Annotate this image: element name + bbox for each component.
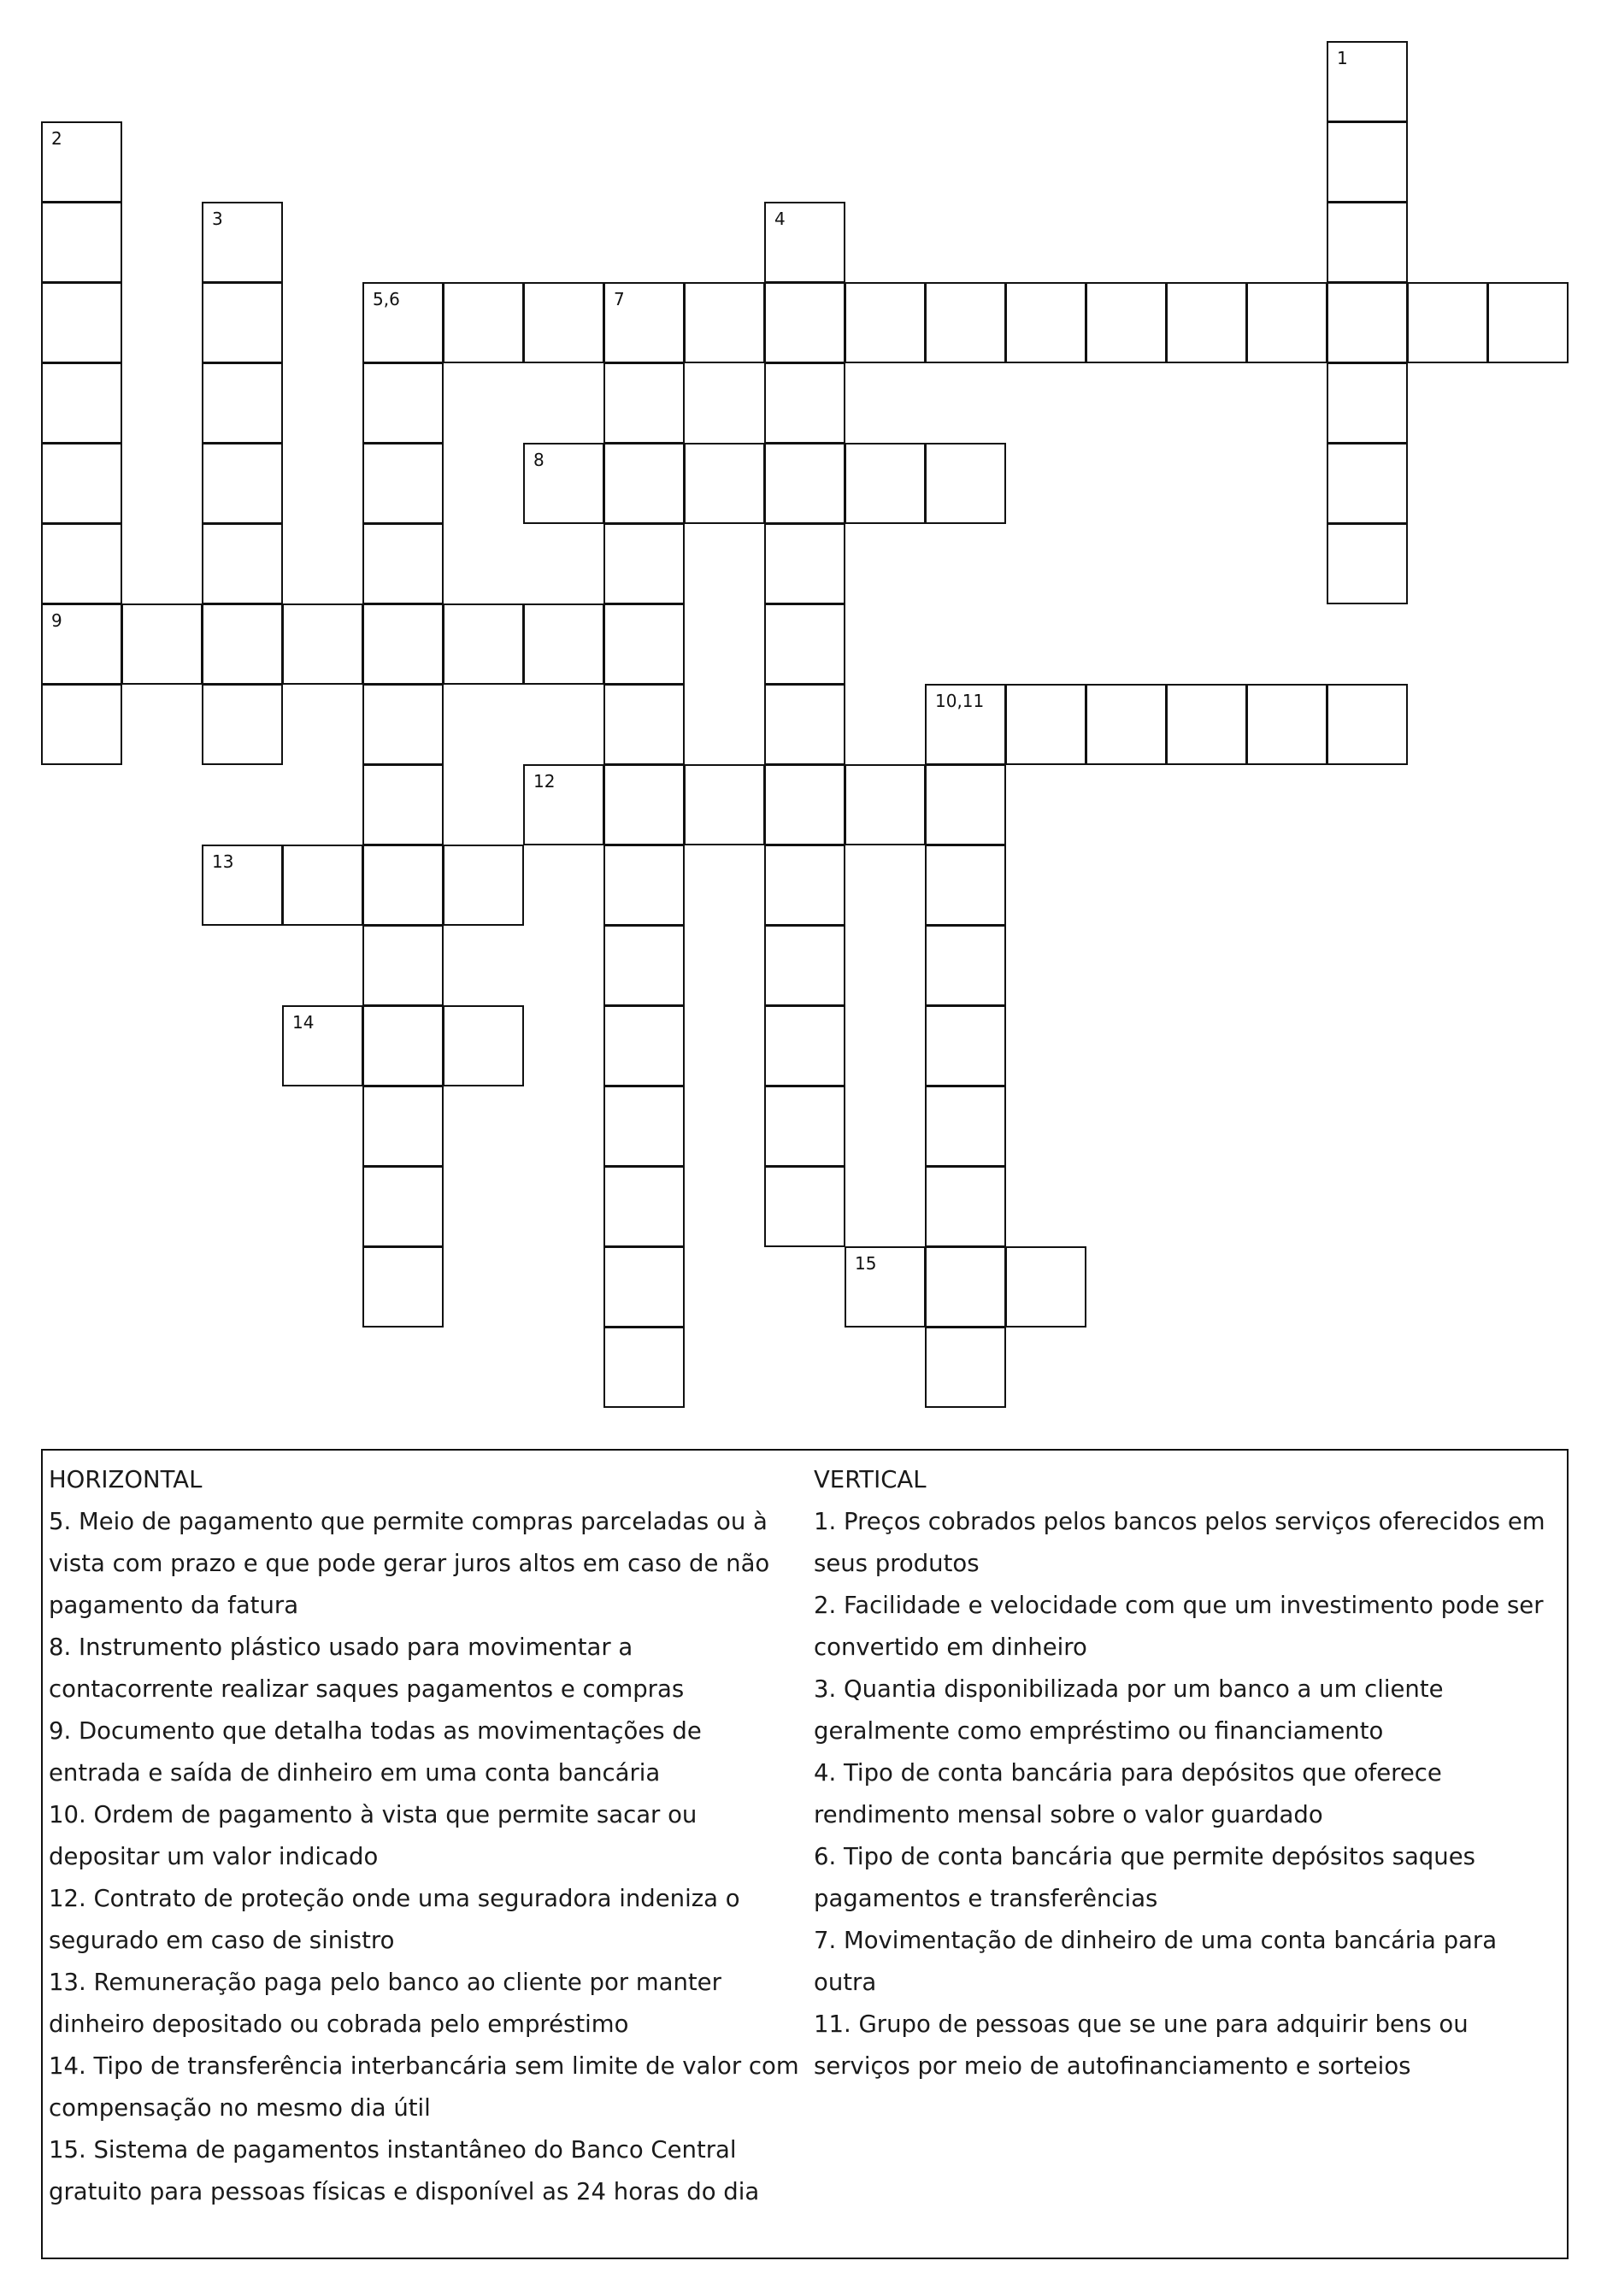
crossword-cell[interactable] — [845, 764, 926, 845]
clue-number: 14 — [292, 1012, 315, 1033]
crossword-cell[interactable] — [362, 1005, 444, 1086]
crossword-cell[interactable] — [443, 603, 524, 685]
crossword-cell[interactable] — [1487, 282, 1569, 363]
crossword-cell[interactable] — [41, 121, 122, 203]
crossword-cell[interactable] — [1327, 121, 1408, 203]
crossword-cell[interactable] — [845, 443, 926, 524]
crossword-cell[interactable] — [202, 523, 283, 604]
crossword-cell[interactable] — [764, 282, 845, 363]
crossword-cell[interactable] — [764, 523, 845, 604]
crossword-cell[interactable] — [764, 443, 845, 524]
crossword-cell[interactable] — [603, 925, 685, 1006]
clue-h15: 15. Sistema de pagamentos instantâneo do Banco Central gratuito para pessoas físicas e disponível as 24 horas do dia — [49, 2136, 760, 2205]
crossword-cell[interactable] — [603, 1327, 685, 1408]
crossword-cell[interactable] — [362, 282, 444, 363]
crossword-cell[interactable] — [764, 362, 845, 444]
crossword-cell[interactable] — [362, 925, 444, 1006]
crossword-cell[interactable] — [925, 1086, 1006, 1167]
clue-number: 2 — [51, 128, 62, 149]
crossword-cell[interactable] — [41, 282, 122, 363]
crossword-cell[interactable] — [764, 925, 845, 1006]
crossword-cell[interactable] — [41, 603, 122, 685]
clue-number: 13 — [212, 851, 234, 872]
crossword-cell[interactable] — [1327, 684, 1408, 765]
crossword-cell[interactable] — [845, 282, 926, 363]
vertical-clues — [814, 1459, 1566, 2087]
clue-number: 12 — [533, 771, 556, 792]
crossword-cell[interactable] — [603, 1166, 685, 1247]
crossword-cell[interactable] — [443, 845, 524, 926]
clue-h9: 9. Documento que detalha todas as movimentações de entrada e saída de dinheiro em uma conta bancária — [49, 1717, 702, 1787]
crossword-cell[interactable] — [443, 1005, 524, 1086]
crossword-cell[interactable] — [1086, 684, 1167, 765]
crossword-cell[interactable] — [202, 684, 283, 765]
crossword-cell[interactable] — [603, 684, 685, 765]
crossword-cell[interactable] — [523, 443, 604, 524]
crossword-cell[interactable] — [1005, 684, 1086, 765]
crossword-cell[interactable] — [41, 443, 122, 524]
crossword-cell[interactable] — [362, 1086, 444, 1167]
crossword-cell[interactable] — [603, 1005, 685, 1086]
crossword-cell[interactable] — [362, 684, 444, 765]
crossword-cell[interactable] — [764, 764, 845, 845]
crossword-cell[interactable] — [202, 202, 283, 283]
crossword-cell[interactable] — [121, 603, 203, 685]
crossword-cell[interactable] — [684, 443, 765, 524]
clue-number: 5,6 — [373, 289, 400, 309]
clue-v4: 4. Tipo de conta bancária para depósitos que oferece rendimento mensal sobre o valor guardado — [814, 1759, 1442, 1828]
crossword-cell[interactable] — [202, 443, 283, 524]
crossword-cell[interactable] — [603, 1086, 685, 1167]
crossword-cell[interactable] — [925, 925, 1006, 1006]
clue-h13: 13. Remuneração paga pelo banco ao cliente por manter dinheiro depositado ou cobrada pelo empréstimo — [49, 1969, 721, 2038]
crossword-cell[interactable] — [282, 845, 363, 926]
clue-h5: 5. Meio de pagamento que permite compras parceladas ou à vista com prazo e que pode gerar juros altos em caso de não pagamento da fatura — [49, 1508, 770, 1619]
crossword-cell[interactable] — [1327, 282, 1408, 363]
crossword-cell[interactable] — [925, 1166, 1006, 1247]
clue-v1: 1. Preços cobrados pelos bancos pelos serviços oferecidos em seus produtos — [814, 1508, 1545, 1577]
crossword-cell[interactable] — [925, 282, 1006, 363]
crossword-cell[interactable] — [1166, 684, 1247, 765]
crossword-cell[interactable] — [41, 202, 122, 283]
crossword-cell[interactable] — [925, 1327, 1006, 1408]
crossword-cell[interactable] — [362, 603, 444, 685]
crossword-cell[interactable] — [1005, 282, 1086, 363]
crossword-cell[interactable] — [1166, 282, 1247, 363]
crossword-cell[interactable] — [41, 684, 122, 765]
crossword-cell[interactable] — [362, 443, 444, 524]
crossword-cell[interactable] — [362, 1166, 444, 1247]
crossword-cell[interactable] — [202, 282, 283, 363]
horizontal-clues — [49, 1459, 801, 2213]
clue-v11: 11. Grupo de pessoas que se une para adquirir bens ou serviços por meio de autofinanciamento e sorteios — [814, 2010, 1469, 2080]
crossword-cell[interactable] — [1246, 282, 1327, 363]
crossword-cell[interactable] — [1246, 684, 1327, 765]
clues-box — [41, 1449, 1569, 2259]
crossword-cell[interactable] — [523, 282, 604, 363]
crossword-cell[interactable] — [925, 684, 1006, 765]
crossword-cell[interactable] — [1327, 202, 1408, 283]
crossword-cell[interactable] — [925, 443, 1006, 524]
crossword-cell[interactable] — [41, 523, 122, 604]
clue-v2: 2. Facilidade e velocidade com que um investimento pode ser convertido em dinheiro — [814, 1592, 1544, 1661]
crossword-cell[interactable] — [845, 1246, 926, 1328]
crossword-cell[interactable] — [1407, 282, 1488, 363]
crossword-cell[interactable] — [1327, 523, 1408, 604]
crossword-cell[interactable] — [1327, 443, 1408, 524]
crossword-cell[interactable] — [764, 845, 845, 926]
crossword-cell[interactable] — [362, 845, 444, 926]
crossword-cell[interactable] — [603, 362, 685, 444]
crossword-cell[interactable] — [925, 1005, 1006, 1086]
crossword-cell[interactable] — [684, 282, 765, 363]
clue-v6: 6. Tipo de conta bancária que permite depósitos saques pagamentos e transferências — [814, 1843, 1475, 1912]
crossword-cell[interactable] — [282, 1005, 363, 1086]
clue-h8: 8. Instrumento plástico usado para movimentar a contacorrente realizar saques pagamentos e compras — [49, 1634, 685, 1703]
crossword-cell[interactable] — [603, 764, 685, 845]
clue-number: 4 — [774, 209, 786, 229]
clue-number: 3 — [212, 209, 223, 229]
clue-number: 10,11 — [935, 691, 985, 711]
clue-number: 15 — [855, 1253, 877, 1274]
crossword-cell[interactable] — [362, 1246, 444, 1328]
crossword-cell[interactable] — [362, 764, 444, 845]
clue-number: 9 — [51, 610, 62, 631]
crossword-cell[interactable] — [764, 1086, 845, 1167]
crossword-cell[interactable] — [1005, 1246, 1086, 1328]
clue-number: 7 — [614, 289, 625, 309]
crossword-cell[interactable] — [684, 764, 765, 845]
horizontal-heading: HORIZONTAL — [49, 1466, 203, 1493]
crossword-cell[interactable] — [925, 845, 1006, 926]
clue-h12: 12. Contrato de proteção onde uma seguradora indeniza o segurado em caso de sinistro — [49, 1885, 740, 1954]
crossword-cell[interactable] — [202, 603, 283, 685]
crossword-cell[interactable] — [603, 523, 685, 604]
crossword-cell[interactable] — [925, 764, 1006, 845]
crossword-cell[interactable] — [603, 603, 685, 685]
crossword-cell[interactable] — [764, 603, 845, 685]
vertical-heading: VERTICAL — [814, 1466, 927, 1493]
crossword-cell[interactable] — [362, 362, 444, 444]
clue-number: 8 — [533, 450, 544, 470]
crossword-cell[interactable] — [523, 764, 604, 845]
clue-number: 1 — [1337, 48, 1348, 68]
crossword-cell[interactable] — [1086, 282, 1167, 363]
clue-v3: 3. Quantia disponibilizada por um banco a um cliente geralmente como empréstimo ou financiamento — [814, 1675, 1444, 1745]
crossword-cell[interactable] — [41, 362, 122, 444]
crossword-cell[interactable] — [202, 845, 283, 926]
crossword-cell[interactable] — [282, 603, 363, 685]
crossword-cell[interactable] — [603, 1246, 685, 1328]
crossword-cell[interactable] — [1327, 41, 1408, 122]
crossword-cell[interactable] — [764, 684, 845, 765]
crossword-cell[interactable] — [764, 1166, 845, 1247]
crossword-cell[interactable] — [764, 1005, 845, 1086]
crossword-cell[interactable] — [523, 603, 604, 685]
crossword-cell[interactable] — [1327, 362, 1408, 444]
crossword-cell[interactable] — [362, 523, 444, 604]
crossword-cell[interactable] — [764, 202, 845, 283]
crossword-cell[interactable] — [202, 362, 283, 444]
crossword-cell[interactable] — [603, 443, 685, 524]
clue-h10: 10. Ordem de pagamento à vista que permite sacar ou depositar um valor indicado — [49, 1801, 698, 1870]
crossword-cell[interactable] — [603, 845, 685, 926]
crossword-cell[interactable] — [443, 282, 524, 363]
crossword-cell[interactable] — [603, 282, 685, 363]
clue-h14: 14. Tipo de transferência interbancária sem limite de valor com compensação no mesmo dia útil — [49, 2052, 799, 2122]
clue-v7: 7. Movimentação de dinheiro de uma conta bancária para outra — [814, 1927, 1498, 1996]
crossword-cell[interactable] — [925, 1246, 1006, 1328]
